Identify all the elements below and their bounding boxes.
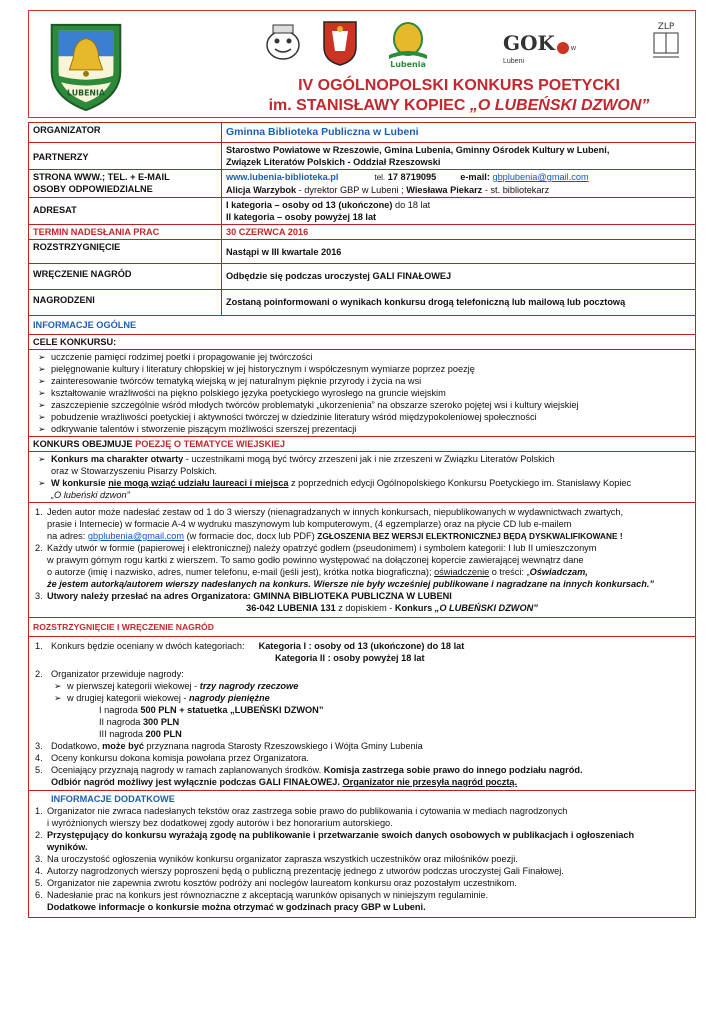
award-2-value: 300 PLN — [142, 717, 180, 727]
rule-2-line3-b: o treści: „ — [489, 567, 530, 577]
prize-3-number: 3. — [35, 741, 43, 751]
rule-1-number: 1. — [35, 507, 43, 517]
tel-number: 17 8719095 — [387, 172, 437, 182]
gok-logo-small: w Lubeni — [503, 45, 576, 65]
extra-2-number: 2. — [35, 830, 43, 840]
contest-title: IV OGÓLNOPOLSKI KONKURS POETYCKI — [298, 77, 620, 94]
value-adresat — [222, 198, 696, 225]
value-organizator: Gminna Biblioteka Publiczna w Lubeni — [222, 123, 696, 143]
strona-label-line1: STRONA WWW.; TEL. + E-MAIL — [33, 172, 170, 182]
rule-1-line3 — [33, 530, 691, 542]
prize-3-rest: przyznana nagroda Starosty Rzeszowskiego i Wójta Gminy Lubenia — [143, 741, 423, 751]
prize-category-2: Kategoria II : osoby powyżej 18 lat — [275, 653, 425, 663]
value-wreczenie: Odbędzie się podczas uroczystej GALI FINAŁOWEJ — [222, 264, 696, 290]
extra-4 — [33, 865, 691, 877]
rule-2 — [33, 542, 691, 554]
prize-category-1: Kategoria I : osoby od 13 (ukończone) do 18 lat — [258, 641, 465, 651]
konkurs-b2-bold: W konkursie — [51, 478, 109, 488]
konkurs-b2-underline: nie mogą wziąć udziału laureaci i miejsca — [108, 478, 289, 488]
rules-body — [29, 503, 696, 618]
label-nagrodzeni: NAGRODZENI — [29, 290, 222, 316]
cele-item: ➢ pobudzenie wrażliwości poetyckiej i aktywności twórczej w dziedzinie literatury wśród międzypokoleniowej społeczności — [35, 411, 691, 423]
rule-3-line1: Utwory należy przesłać na adres Organizatora: GMINNA BIBLIOTEKA PUBLICZNA W LUBENI — [47, 591, 452, 601]
prize-5 — [33, 764, 691, 776]
row-nagrodzeni — [29, 290, 696, 316]
rule-3 — [33, 590, 691, 602]
row-extra-body — [29, 791, 696, 918]
bell-shield-logo — [37, 17, 135, 115]
value-partnerzy — [222, 143, 696, 170]
row-termin — [29, 225, 696, 240]
extra-2 — [33, 829, 691, 841]
cele-item: ➢ pielęgnowanie kultury i literatury chłopskiej w jej historycznym i współczesnym wymiarze poprzez poezję — [35, 363, 691, 375]
row-strona — [29, 170, 696, 198]
row-organizator — [29, 123, 696, 143]
cele-item: ➢ uczczenie pamięci rodzimej poetki i propagowanie jej twórczości — [35, 351, 691, 363]
rule-3-note: z dopiskiem - — [335, 603, 395, 613]
rule-1-line2: prasie i Internecie) w formacie A-4 w wydruku maszynowym lub komputerowym, (4 egzemplarze) oraz na płycie CD lub e-mailem — [47, 519, 572, 529]
rule-1-format: (w formacie doc, docx lub PDF) — [184, 531, 318, 541]
label-adresat: ADRESAT — [29, 198, 222, 225]
prizes-heading: ROZSTRZYGNIĘCIE I WRĘCZENIE NAGRÓD — [29, 618, 696, 637]
extra-3-number: 3. — [35, 854, 43, 864]
regulations-table — [28, 122, 696, 918]
value-termin: 30 CZERWCA 2016 — [222, 225, 696, 240]
extra-3-line1: Na uroczystość ogłoszenia wyników konkursu organizator zaprasza wszystkich uczestników oraz miłośników poezji. — [47, 854, 518, 864]
prize-award-3 — [33, 728, 691, 740]
person1-name: Alicja Warzybok — [226, 185, 297, 195]
prize-2 — [33, 668, 691, 680]
prize-bullet-1 — [51, 680, 691, 692]
county-coat-of-arms-logo — [321, 19, 359, 67]
extra-1-line2: i wyróżnionych wierszy bez dodatkowej zgody autorów i bez honorarium autorskiego. — [47, 818, 393, 828]
lubenia-logo-text: Lubenia — [390, 60, 426, 69]
value-nagrodzeni: Zostaną poinformowani o wynikach konkursu drogą telefoniczną lub mailową lub pocztową — [222, 290, 696, 316]
row-partnerzy — [29, 143, 696, 170]
extra-2-line1: Przystępujący do konkursu wyrażają zgodę na publikowanie i przetwarzanie swoich danych osobowych w publikacjach i ogłoszeniach — [47, 830, 635, 840]
label-wreczenie: WRĘCZENIE NAGRÓD — [29, 264, 222, 290]
rule-2-line4: że jestem autorką/autorem wierszy nadesłanych na konkurs. Wiersze nie były wcześniej publikowane i nagradzane na innych konkursach.” — [47, 579, 655, 589]
row-prizes-heading — [29, 618, 696, 637]
rule-2-line2: w prawym górnym rogu kartki z wierszem. To samo godło powinno występować na dołączonej kopercie zawierającej wewnątrz dane — [47, 555, 584, 565]
cele-item: ➢ zainteresowanie twórców tematyką wiejską w jej naturalnym pięknie przyrody i życia na wsi — [35, 375, 691, 387]
prize-3-bold: może być — [102, 741, 144, 751]
row-prizes-body — [29, 637, 696, 791]
cele-item: ➢ kształtowanie wrażliwości na piękno polskiego języka poetyckiego wyrosłego na gruncie wiejskim — [35, 387, 691, 399]
extra-heading: INFORMACJE DODATKOWE — [51, 794, 175, 804]
rule-3-konkurs: Konkurs — [394, 603, 435, 613]
cele-item: ➢ zaszczepienie szczególnie wśród młodych twórców problematyki „ukorzenienia” na obszarze szeroko pojętej wsi i kultury wiejskiej — [35, 399, 691, 411]
row-cele-list — [29, 350, 696, 437]
gok-logo-text: GOK — [503, 31, 555, 55]
rule-1-warning: ZGŁOSZENIA BEZ WERSJI ELEKTRONICZNEJ BĘDĄ DYSKWALIFIKOWANE ! — [317, 531, 623, 541]
rule-3-address: 36-042 LUBENIA 131 — [246, 603, 336, 613]
row-rules — [29, 503, 696, 618]
prize-5-no-post: Organizator nie przesyła nagród pocztą. — [342, 777, 518, 787]
award-3-label: III nagroda — [99, 729, 146, 739]
award-1-value: 500 PLN + statuetka „LUBEŃSKI DZWON” — [140, 705, 324, 715]
rule-1 — [33, 506, 691, 518]
adresat-line1-bold: I kategoria – osoby od 13 (ukończone) — [226, 200, 395, 210]
zlp-logo-text: ZLP — [657, 22, 675, 32]
prize-5-line2 — [33, 776, 691, 788]
header — [28, 10, 696, 118]
prize-1-text: Konkurs będzie oceniany w dwóch kategoriach: — [51, 641, 245, 651]
row-info-heading — [29, 316, 696, 335]
cele-list — [29, 350, 696, 437]
extra-5-line1: Organizator nie zapewnia zwrotu kosztów podróży ani noclegów laureatom konkursu oraz pozostałym uczestnikom. — [47, 878, 517, 888]
prize-4 — [33, 752, 691, 764]
prize-5-gala: Odbiór nagród możliwy jest wyłącznie podczas GALI FINAŁOWEJ. — [51, 777, 343, 787]
konkurs-b2-rest: z poprzednich edycji Ogólnopolskiego Konkursu Poetyckiego im. Stanisławy Kopiec — [288, 478, 632, 488]
konkurs-body — [29, 452, 696, 503]
prize-award-2 — [33, 716, 691, 728]
row-konkurs-heading — [29, 437, 696, 452]
rule-1-prefix: na adres: — [47, 531, 88, 541]
extra-body — [29, 791, 696, 918]
cartoon-logo — [259, 19, 307, 65]
zlp-book-logo — [649, 19, 683, 63]
extra-1 — [33, 805, 691, 817]
extra-1-number: 1. — [35, 806, 43, 816]
prize-5-text: Oceniający przyznają nagrody w ramach zaplanowanych środków. — [51, 765, 324, 775]
person2-role: - st. bibliotekarz — [482, 185, 550, 195]
value-rozstrzygniecie: Nastąpi w III kwartale 2016 — [222, 240, 696, 264]
award-1-label: I nagroda — [99, 705, 141, 715]
email-link[interactable]: gbplubenia@gmail.com — [492, 172, 589, 182]
konkurs-b1-line2: oraz w Stowarzyszeniu Pisarzy Polskich. — [51, 466, 217, 476]
subtitle-italic: „O LUBEŃSKI DZWON” — [469, 97, 650, 114]
rule-2-number: 2. — [35, 543, 43, 553]
extra-6-line2: Dodatkowe informacje o konkursie można otrzymać w godzinach pracy GBP w Lubeni. — [47, 902, 426, 912]
lubenia-logo — [383, 19, 433, 69]
rule-2-oswiadczenie: oświadczenie — [434, 567, 490, 577]
extra-6-number: 6. — [35, 890, 43, 900]
row-cele-heading — [29, 335, 696, 350]
konkurs-bullet-2 — [35, 477, 691, 489]
prize-bullet-2-text: w drugiej kategorii wiekowej - — [67, 693, 190, 703]
extra-4-number: 4. — [35, 866, 43, 876]
partnerzy-line2: Związek Literatów Polskich - Oddział Rzeszowski — [226, 157, 441, 167]
prize-2-number: 2. — [35, 669, 43, 679]
konkurs-heading — [29, 437, 696, 452]
person1-role: - dyrektor GBP w Lubeni ; — [296, 185, 407, 195]
prize-bullet-1-bold: trzy nagrody rzeczowe — [199, 681, 299, 691]
rule-2-line3-italic: Oświadczam, — [529, 567, 588, 577]
partnerzy-line1: Starostwo Powiatowe w Rzeszowie, Gmina Lubenia, Gminny Ośrodek Kultury w Lubeni, — [226, 145, 610, 155]
prize-bullet-2-bold: nagrody pieniężne — [189, 693, 270, 703]
label-strona — [29, 170, 222, 198]
konkurs-b2-line2: „O lubeński dzwon” — [51, 490, 130, 500]
rule-2-line3 — [33, 566, 691, 578]
prize-5-bold: Komisja zastrzega sobie prawo do innego podziału nagród. — [323, 765, 583, 775]
award-3-value: 200 PLN — [145, 729, 182, 739]
rule-1-line1: Jeden autor może nadesłać zestaw od 1 do 3 wierszy (nienagradzanych w innych konkursach, niepublikowanych w wydawnictwach zwartych, — [47, 507, 624, 517]
row-wreczenie — [29, 264, 696, 290]
website-link[interactable]: www.lubenia-biblioteka.pl — [226, 172, 339, 182]
prize-5-number: 5. — [35, 765, 43, 775]
label-rozstrzygniecie: ROZSTRZYGNIĘCIE — [29, 240, 222, 264]
gok-logo — [503, 31, 589, 65]
person2-name: Wiesława Piekarz — [406, 185, 483, 195]
extra-5-number: 5. — [35, 878, 43, 888]
subtitle-prefix: im. STANISŁAWY KOPIEC — [268, 97, 470, 114]
rule-3-line2 — [33, 602, 691, 614]
prize-bullet-1-text: w pierwszej kategorii wiekowej - — [67, 681, 200, 691]
rule-1-email-link[interactable]: gbplubenia@gmail.com — [87, 531, 185, 541]
extra-4-line1: Autorzy nagrodzonych wierszy poproszeni będą o publiczną prezentację jednego z utworów podczas uroczystej Gali Finałowej. — [47, 866, 564, 876]
extra-5 — [33, 877, 691, 889]
page-frame — [28, 10, 696, 1014]
prize-1-number: 1. — [35, 641, 43, 651]
contest-subtitle — [229, 97, 689, 115]
value-strona — [222, 170, 696, 198]
adresat-line2: II kategoria – osoby powyżej 18 lat — [226, 212, 377, 222]
konkurs-b1-rest: - uczestnikami mogą być twórcy zrzeszeni jak i nie zrzeszeni w Związku Literatów Polskich — [183, 454, 555, 464]
konkurs-b1-bold: Konkurs ma charakter otwarty — [51, 454, 184, 464]
prize-4-text: Oceny konkursu dokona komisja powołana przez Organizatora. — [51, 753, 309, 763]
shield-logo-text: LUBENIA — [67, 88, 105, 98]
prize-4-number: 4. — [35, 753, 43, 763]
extra-6-line1: Nadesłanie prac na konkurs jest równoznaczne z akceptacją warunków opisanych w niniejszym regulaminie. — [47, 890, 489, 900]
info-heading: INFORMACJE OGÓLNE — [29, 316, 696, 335]
partner-logos — [259, 19, 689, 73]
strona-label-line2: OSOBY ODPOWIEDZIALNE — [33, 184, 153, 194]
prize-3-text: Dodatkowo, — [51, 741, 103, 751]
email-label: e-mail: — [460, 172, 490, 182]
prize-bullet-2 — [51, 692, 691, 704]
row-adresat — [29, 198, 696, 225]
konkurs-bullet-1 — [35, 453, 691, 465]
label-organizator: ORGANIZATOR — [29, 123, 222, 143]
label-partnerzy: PARTNERZY — [29, 143, 222, 170]
extra-3 — [33, 853, 691, 865]
prize-award-1 — [33, 704, 691, 716]
label-termin: TERMIN NADESŁANIA PRAC — [29, 225, 222, 240]
rule-2-line3-a: o autorze (imię i nazwisko, adres, numer telefonu, e-mail (jeśli jest), krótka notka biograficzna); — [47, 567, 435, 577]
prizes-body — [29, 637, 696, 791]
rule-3-title: „O LUBEŃSKI DZWON” — [434, 603, 538, 613]
extra-1-line1: Organizator nie zwraca nadesłanych tekstów oraz zastrzega sobie prawo do publikowania i cytowania w mediach nagrodzonych — [47, 806, 568, 816]
tel-label: tel. — [374, 173, 386, 182]
row-rozstrzygniecie — [29, 240, 696, 264]
konkurs-heading-prefix: KONKURS OBEJMUJE — [33, 439, 136, 449]
prize-3 — [33, 740, 691, 752]
prize-1 — [33, 640, 691, 652]
rule-2-line1: Każdy utwór w formie (papierowej i elektronicznej) należy opatrzyć godłem (pseudonimem) i symbolem kategorii: I lub II umieszczonym — [47, 543, 597, 553]
extra-2-line2: wyników. — [47, 842, 88, 852]
extra-6 — [33, 889, 691, 901]
rule-3-number: 3. — [35, 591, 43, 601]
award-2-label: II nagroda — [99, 717, 143, 727]
konkurs-heading-red: POEZJĘ O TEMATYCE WIEJSKIEJ — [135, 439, 286, 449]
cele-heading: CELE KONKURSU: — [29, 335, 696, 350]
adresat-line1-rest: do 18 lat — [394, 200, 431, 210]
prize-2-text: Organizator przewiduje nagrody: — [51, 669, 184, 679]
cele-item: ➢ odkrywanie talentów i stworzenie piszącym możliwości szerszej prezentacji — [35, 423, 691, 435]
gok-dot-icon — [557, 42, 569, 54]
row-konkurs-body — [29, 452, 696, 503]
